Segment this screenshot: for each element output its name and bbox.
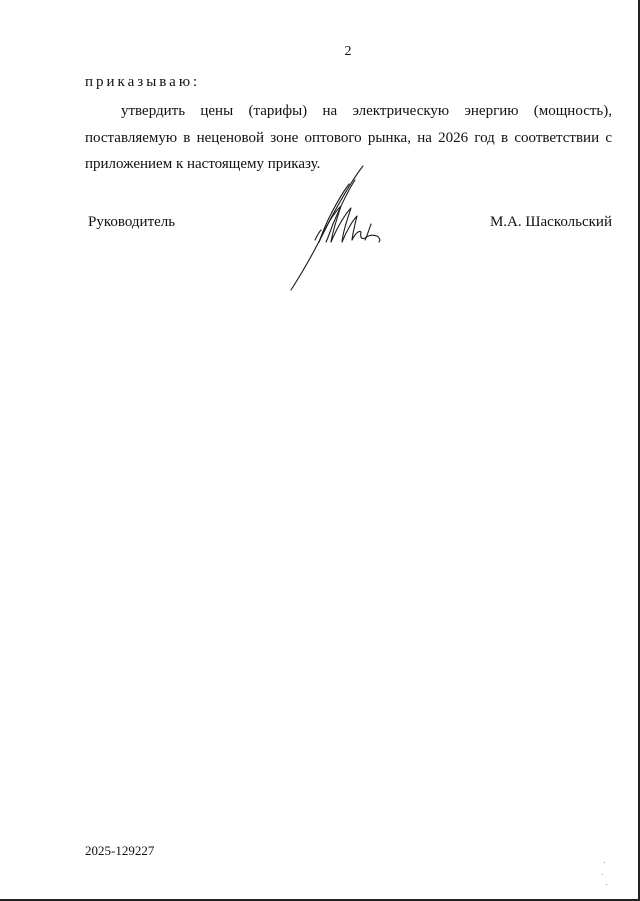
body-paragraph: утвердить цены (тарифы) на электрическую энергию (мощность), поставляемую в неценовой зоне оптового рынка, на 2026 год в соответствии с приложением к настоящему приказу. [85, 103, 612, 172]
signatory-title: Руководитель [88, 214, 176, 230]
scan-speck [602, 874, 603, 875]
order-word: приказываю: [85, 74, 201, 90]
scan-speck [606, 884, 607, 885]
scan-speck [604, 862, 605, 863]
handwritten-signature [285, 162, 385, 294]
signatory-name: М.А. Шаскольский [489, 214, 612, 230]
page-number: 2 [344, 44, 352, 59]
registration-number: 2025-129227 [85, 843, 155, 858]
